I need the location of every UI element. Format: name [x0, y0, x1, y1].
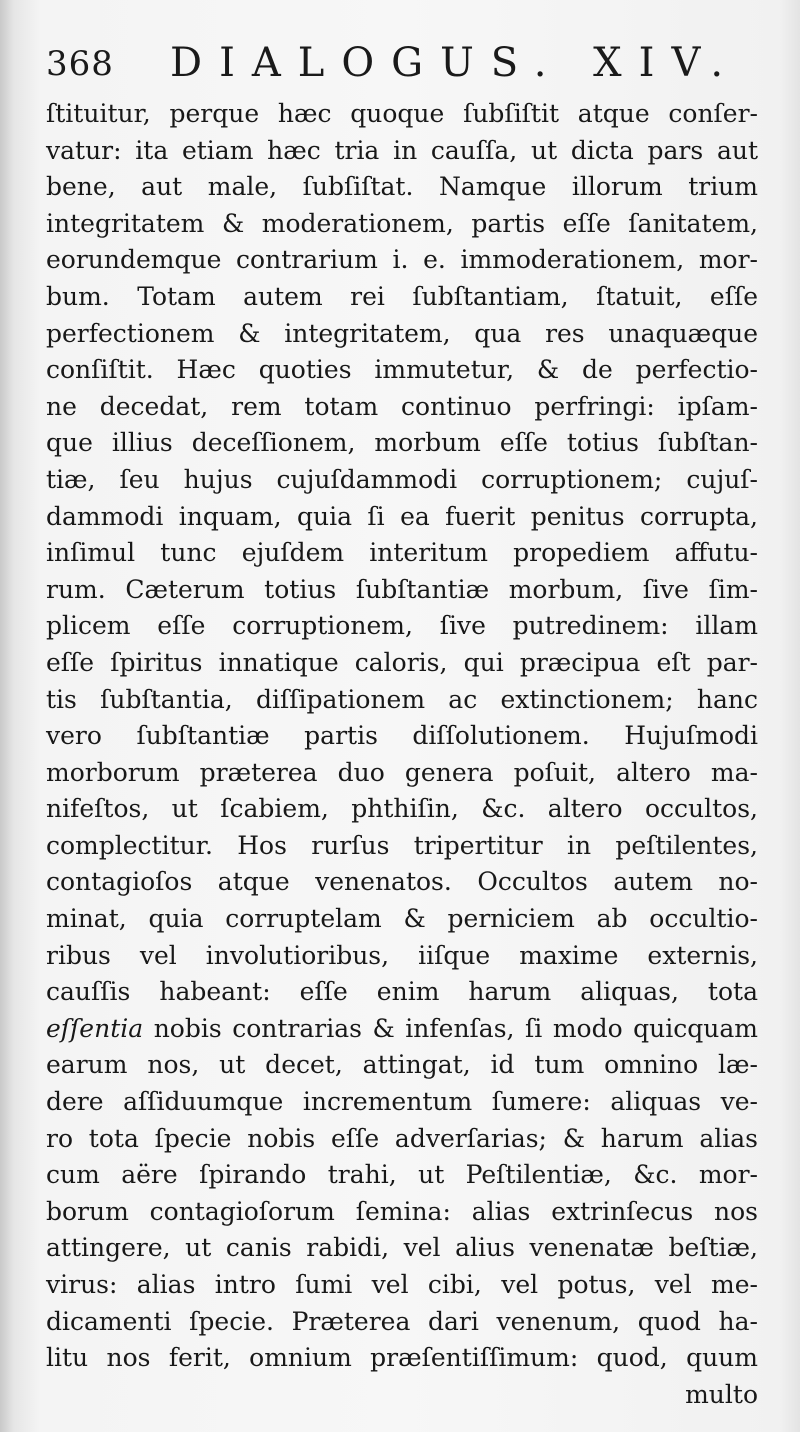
text-line: conſiſtit. Hæc quoties immutetur, & de perfectio- — [46, 355, 758, 385]
text-line: perfectionem & integritatem, qua res unaquæque — [46, 318, 758, 348]
text-line: rum. Cæterum totius ſubſtantiæ morbum, ſive ſim- — [46, 574, 758, 604]
text-line: plicem eſſe corruptionem, ſive putredinem: illam — [46, 611, 758, 641]
running-head: DIALOGUS. XIV. — [170, 40, 741, 86]
text-line: que illius deceſſionem, morbum eſſe totius ſubſtan- — [46, 428, 758, 458]
text-line: borum contagioſorum ſemina: alias extrinſecus nos — [46, 1196, 758, 1226]
text-segment: nobis contrarias & infenſas, ſi modo quicquam — [153, 1013, 758, 1043]
catchword: multo — [685, 1379, 758, 1409]
text-line: ne decedat, rem totam continuo perfringi: ipſam- — [46, 391, 758, 421]
text-line: cum aëre ſpirando trahi, ut Peſtilentiæ, &c. mor- — [46, 1160, 758, 1190]
text-line: contagioſos atque venenatos. Occultos autem no- — [46, 867, 758, 897]
text-line: dere aſſiduumque incrementum ſumere: aliquas ve- — [46, 1087, 758, 1117]
text-line: inſimul tunc ejuſdem interitum propediem affutu- — [46, 538, 758, 568]
body-text — [46, 96, 758, 1413]
text-line: attingere, ut canis rabidi, vel alius venenatæ beſtiæ, — [46, 1233, 758, 1263]
text-line: minat, quia corruptelam & perniciem ab occultio- — [46, 904, 758, 934]
text-line: cauſſis habeant: eſſe enim harum aliquas, tota — [46, 977, 758, 1007]
text-line: ribus vel involutioribus, iiſque maxime externis, — [46, 940, 758, 970]
text-line: dammodi inquam, quia ſi ea fuerit penitus corrupta, — [46, 501, 758, 531]
italic-word: eſſentia — [46, 1013, 144, 1043]
text-line-with-italic — [46, 1011, 758, 1048]
text-line: bene, aut male, ſubſiſtat. Namque illorum trium — [46, 172, 758, 202]
page-header — [46, 36, 766, 92]
page-number: 368 — [46, 44, 114, 84]
text-line: ſtituitur, perque hæc quoque ſubſiſtit atque conſer- — [46, 99, 758, 128]
text-line: eſſe ſpiritus innatique caloris, qui præcipua eſt par- — [46, 647, 758, 677]
text-line: dicamenti ſpecie. Præterea dari venenum, quod ha- — [46, 1306, 758, 1336]
text-line: nifeſtos, ut ſcabiem, phthiſin, &c. altero occultos, — [46, 794, 758, 824]
text-line: virus: alias intro ſumi vel cibi, vel potus, vel me- — [46, 1270, 758, 1299]
text-line: morborum præterea duo genera poſuit, altero ma- — [46, 757, 758, 787]
text-line: litu nos ferit, omnium præſentiſſimum: quod, quum — [46, 1343, 758, 1373]
text-line: earum nos, ut decet, attingat, id tum omnino læ- — [46, 1050, 758, 1080]
text-line: vatur: ita etiam hæc tria in cauſſa, ut dicta pars aut — [46, 135, 758, 165]
text-line: tiæ, ſeu hujus cujuſdammodi corruptionem; cujuſ- — [46, 464, 758, 494]
text-line: eorundemque contrarium i. e. immoderationem, mor- — [46, 245, 758, 275]
text-line: tis ſubſtantia, diſſipationem ac extinctionem; hanc — [46, 684, 758, 714]
text-line: vero ſubſtantiæ partis diſſolutionem. Hujuſmodi — [46, 721, 758, 751]
text-line: complectitur. Hos rurſus tripertitur in peſtilentes, — [46, 830, 758, 860]
text-line: bum. Totam autem rei ſubſtantiam, ſtatuit, eſſe — [46, 281, 758, 311]
text-line: ro tota ſpecie nobis eſſe adverſarias; & harum alias — [46, 1123, 758, 1153]
text-line: integritatem & moderationem, partis eſſe ſanitatem, — [46, 208, 758, 238]
